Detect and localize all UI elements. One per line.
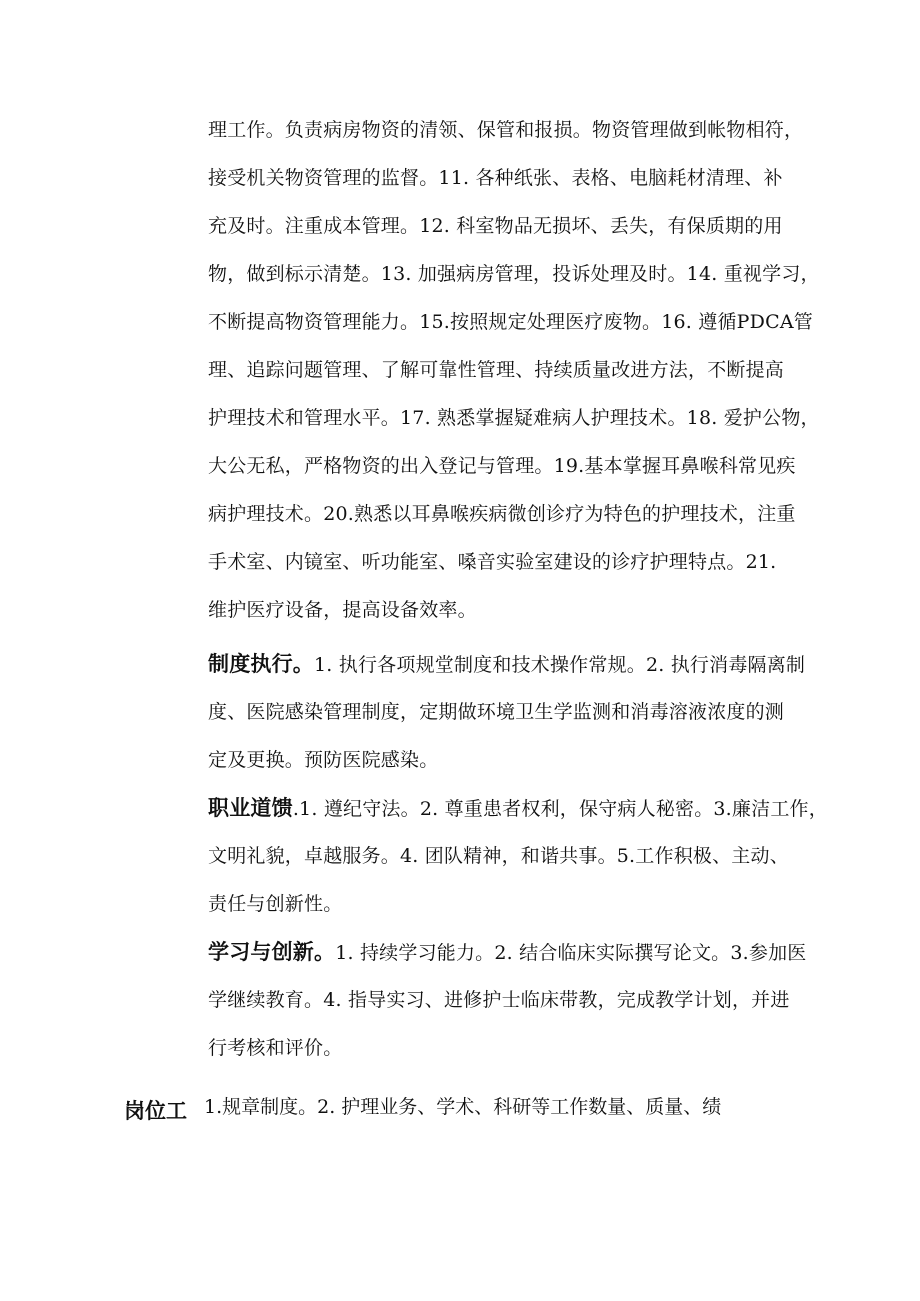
text-line: 接受机关物资管理的监督。11. 各种纸张、表格、电脑耗材清理、补 <box>208 167 783 189</box>
text-line: 物，做到标示清楚。13. 加强病房管理，投诉处理及时。14. 重视学习， <box>208 263 820 285</box>
text-line: 学继续教育。4. 指导实习、进修护士临床带教，完成教学计划，并进 <box>208 989 790 1011</box>
section-first-line: .1. 遵纪守法。2. 尊重患者权利，保守病人秘密。3.廉洁工作， <box>292 798 828 820</box>
text-line: 度、医院感染管理制度，定期做环境卫生学监测和消毒溶液浓度的测 <box>208 701 785 723</box>
job-work-label: 岗位工 <box>124 1099 187 1123</box>
section-learning-innovation <box>208 938 812 1082</box>
section-system-execution <box>208 650 812 794</box>
section-first-line: 1. 执行各项规堂制度和技术操作常规。2. 执行消毒隔离制 <box>314 654 806 676</box>
text-line: 大公无私，严格物资的出入登记与管理。19.基本掌握耳鼻喉科常见疾 <box>208 455 796 477</box>
text-line: 维护医疗设备，提高设备效率。 <box>208 599 477 621</box>
text-line <box>208 650 812 698</box>
text-line: 充及时。注重成本管理。12. 科室物品无损坏、丢失，有保质期的用 <box>208 215 783 237</box>
text-line: 理工作。负责病房物资的清领、保管和报损。物资管理做到帐物相符， <box>208 119 804 141</box>
text-line: 病护理技术。20.熟悉以耳鼻喉疾病微创诊疗为特色的护理技术，注重 <box>208 503 796 525</box>
section-first-line: 1. 持续学习能力。2. 结合临床实际撰写论文。3.参加医 <box>335 942 807 964</box>
text-line <box>208 938 812 986</box>
text-line: 定及更换。预防医院感染。 <box>208 749 439 771</box>
section-professional-ethics <box>208 794 828 938</box>
text-line: 责任与创新性。 <box>208 893 343 915</box>
text-line: 护理技术和管理水平。17. 熟悉掌握疑难病人护理技术。18. 爱护公物， <box>208 407 820 429</box>
section-heading: 制度执行。 <box>208 652 314 676</box>
section-heading: 职业道馈 <box>208 796 293 820</box>
text-line: 不断提高物资管理能力。15.按照规定处理医疗废物。16. 遵循PDCA管 <box>208 311 813 333</box>
text-line: 手术室、内镜室、听功能室、嗓音实验室建设的诊疗护理特点。21. <box>208 551 777 573</box>
job-work-text: 1.规章制度。2. 护理业务、学术、科研等工作数量、质量、绩 <box>204 1096 722 1118</box>
text-line: 理、追踪问题管理、了解可靠性管理、持续质量改进方法，不断提高 <box>208 359 785 381</box>
section-continued <box>208 116 820 644</box>
text-line: 行考核和评价。 <box>208 1037 343 1059</box>
section-heading: 学习与创新。 <box>208 940 336 964</box>
text-line <box>208 794 828 842</box>
text-line: 文明礼貌，卓越服务。4. 团队精神，和谐共事。5.工作积极、主动、 <box>208 845 789 867</box>
